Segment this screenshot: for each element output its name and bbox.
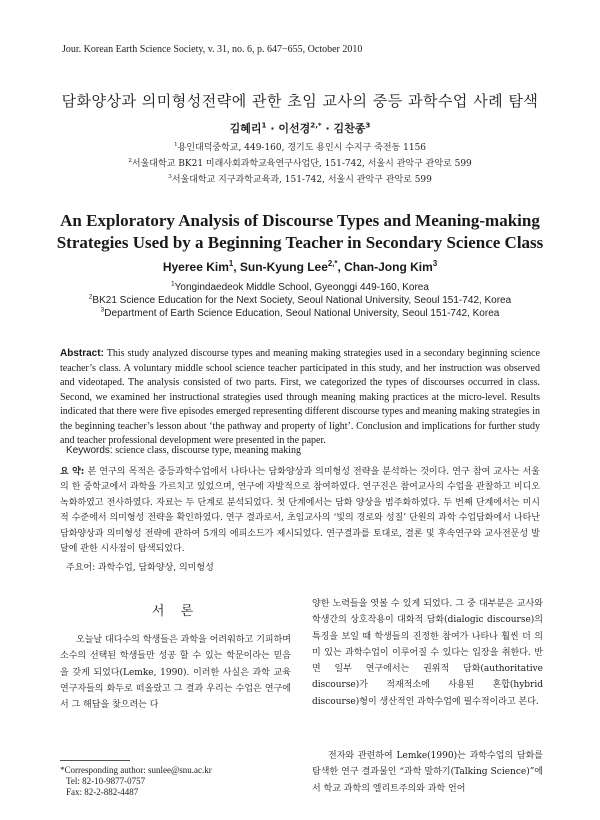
english-title-line: Strategies Used by a Beginning Teacher in Secondary Science Class (56, 233, 544, 252)
english-keywords (66, 445, 546, 456)
affiliation-sup: 1 (173, 142, 178, 148)
affiliation-text: Department of Earth Science Education, Seoul National University, Seoul 151-742, Korea (104, 308, 500, 319)
author-sup: 2,* (327, 259, 338, 268)
author-sup: 3 (365, 120, 371, 130)
abstract-label: Abstract: (60, 348, 104, 359)
body-paragraph-right-2: 전자와 관련하여 Lemke(1990)는 과학수업의 담화를 탐색한 연구 결과물인 “과학 말하기(Talking Science)”에서 학교 과학의 엘리트주의와 과학 언어 (312, 751, 543, 794)
affiliation-line (0, 307, 600, 320)
affiliation-line (0, 156, 600, 172)
korean-title: 담화양상과 의미형성전략에 관한 초임 교사의 중등 과학수업 사례 탐색 (61, 92, 539, 110)
author-sup: 2,* (310, 120, 322, 130)
author-sup: 1 (261, 120, 267, 130)
korean-authors (0, 120, 600, 136)
author-name: 이선경 (278, 122, 311, 135)
korean-keywords-label: 주요어: (66, 563, 96, 573)
keywords-label: Keywords: (66, 445, 113, 456)
author-name: Hyeree Kim (162, 260, 229, 274)
keywords-text: science class, discourse type, meaning making (112, 445, 301, 456)
footnote-rule (60, 760, 130, 761)
affiliation-line (0, 294, 600, 307)
korean-affiliations (0, 140, 600, 188)
affiliation-sup: 1 (171, 280, 175, 288)
english-title (40, 210, 560, 254)
korean-abstract-text: 본 연구의 목적은 중등과학수업에서 나타나는 담화양상과 의미형성 전략을 분석하는 것이다. 연구 참여 교사는 서울의 한 중학교에서 과학을 가르치고 있었으며, 연구에 자발적으로 참여하였다. 연구진은 참여교사의 수업을 관찰하고 비디오 녹화하였고 전사하였다. 자료는 두 단계로 분석되었다. 첫 단계에서는 담화 양상을 범주화하였다. 두 번째 단계에서는 미시적 수준에서 의미형성 전략을 확인하였다. 연구 결과로서, 초임교사의 ‘빛의 경로와 성질’ 단원의 과학 수업담화에서 나타난 담화양상과 의미형성 전략에 관하여 5개의 에피소드가 제시되었다. 연구결과를 토대로, 결론 및 후속연구와 교사전문성 발달에 관한 시사점이 탐색되었다. (60, 467, 540, 555)
affiliation-text: 용인대덕중학교, 449-160, 경기도 용인시 수지구 죽전동 1156 (177, 143, 427, 153)
correspondence-note (60, 765, 212, 798)
affiliation-sup: 3 (100, 306, 105, 314)
affiliation-text: BK21 Science Education for the Next Society, Seoul National University, Seoul 151-742, Korea (92, 295, 512, 306)
abstract-text: This study analyzed discourse types and meaning making strategies used in a secondary beginning science teacher’s class. A voluntary middle school science teacher participated in this study, and her instruction was observed and videotaped. The analysis consisted of two parts. First, we categorized the types of discourses occurred in class. Second, we examined her instructional strategies used through meaning making practices at the micro-level. Results indicated that there were five episodes emerged representing different discourse types and meaning making strategies in the beginning teacher’s lesson about ‘the pathway and property of light’. Conclusion and implications for further study and teacher professional development were presented in the paper. (60, 348, 540, 446)
corresponding-author: *Corresponding author: sunlee@snu.ac.kr (60, 765, 212, 775)
affiliation-text: 서울대학교 지구과학교육과, 151-742, 서울시 관악구 관악로 599 (171, 175, 432, 185)
affiliation-line (0, 172, 600, 188)
author-name: Sun-Kyung Lee (239, 260, 328, 274)
english-affiliations (0, 281, 600, 320)
body-paragraph-right-1: 양한 노력들을 엿볼 수 있게 되었다. 그 중 대부분은 교사와 학생간의 상호작용이 대화적 담화(dialogic discourse)의 특징을 보일 때 학생들의 진정한 참여가 나타나 훨씬 더 의미 있는 과학수업이 이루어질 수 있다는 입장을 취한다. 반면 일부 연구에서는 권위적 담화(authoritative discourse)가 적재적소에 사용된 혼합(hybrid discourse)형이 생산적인 과학수업에 필수적이라고 본다. (312, 599, 543, 707)
korean-keywords (66, 560, 546, 573)
affiliation-sup: 3 (168, 174, 172, 180)
body-paragraph-left: 오늘날 대다수의 학생들은 과학을 어려워하고 기피하며 소수의 선택된 학생들만 성공 할 수 있는 학문이라는 믿음을 갖게 되었다(Lemke, 1990). 이러한 사실은 과학 교육 연구자들의 화두로 떠올랐고 그 결과 우리는 수업은 연구에서 그 해답을 찾으려는 다 (60, 635, 291, 711)
author-sup: 1 (228, 259, 234, 268)
affiliation-text: 서울대학교 BK21 미래사회과학교육연구사업단, 151-742, 서울시 관악구 관악로 599 (131, 159, 472, 169)
affiliation-line (0, 140, 600, 156)
affiliation-sup: 2 (88, 293, 93, 301)
english-abstract (60, 347, 540, 449)
author-name: 김찬종 (333, 122, 366, 135)
affiliation-text: Yongindaedeok Middle School, Gyeonggi 449-160, Korea (174, 282, 429, 293)
journal-header: Jour. Korean Earth Science Society, v. 31, no. 6, p. 647−655, October 2010 (62, 44, 363, 55)
author-separator: · (266, 122, 279, 135)
affiliation-line (0, 281, 600, 294)
corresponding-tel: Tel: 82-10-9877-0757 (66, 776, 146, 786)
english-title-line: An Exploratory Analysis of Discourse Types and Meaning-making (60, 211, 540, 230)
author-sup: 3 (432, 259, 438, 268)
author-separator: , (233, 260, 240, 274)
korean-keywords-text: 과학수업, 담화양상, 의미형성 (95, 563, 214, 573)
korean-abstract (60, 465, 540, 557)
english-authors (0, 260, 600, 274)
author-name: 김혜리 (229, 122, 262, 135)
author-separator: · (321, 122, 334, 135)
korean-abstract-label: 요 약: (60, 467, 85, 477)
affiliation-sup: 2 (128, 158, 132, 164)
section-heading: 서 론 (151, 604, 200, 619)
author-name: Chan-Jong Kim (344, 260, 433, 274)
author-separator: , (337, 260, 345, 274)
corresponding-fax: Fax: 82-2-882-4487 (66, 787, 139, 797)
